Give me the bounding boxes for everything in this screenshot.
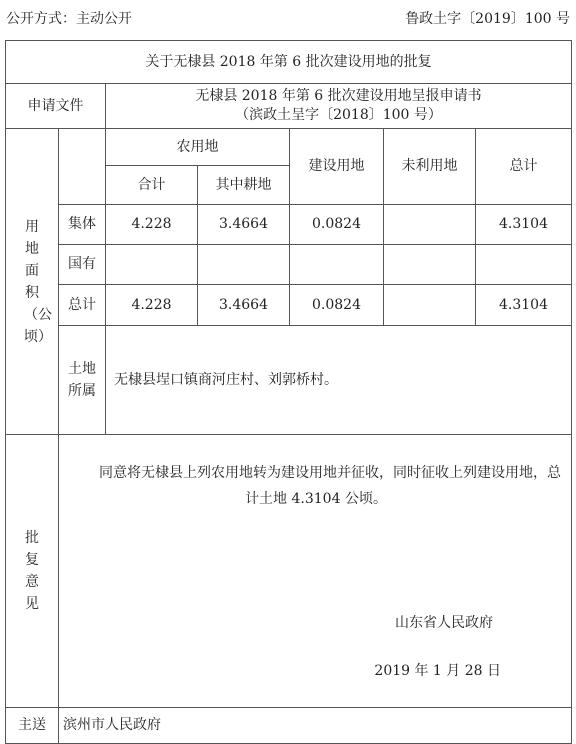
approval-label: 批复意见	[25, 530, 39, 612]
disclosure-method: 公开方式：主动公开	[6, 11, 132, 27]
table-row	[6, 205, 572, 245]
col-farmland: 农用地	[106, 129, 290, 166]
application-document	[106, 84, 572, 129]
cell-construction	[290, 245, 384, 285]
approval-text: 同意将无棣县上列农用地转为建设用地并征收，同时征收上列建设用地，总计土地 4.3104 公顷。	[99, 465, 561, 507]
area-label: 用地面积（公顷）	[24, 218, 52, 345]
application-label: 申请文件	[6, 84, 106, 129]
approval-date: 2019 年 1 月 28 日	[374, 662, 502, 679]
cell-construction: 0.0824	[290, 205, 384, 245]
col-unused: 未利用地	[384, 129, 476, 205]
row-label: 国有	[59, 245, 106, 285]
approval-signer: 山东省人民政府	[395, 614, 494, 631]
cell-unused	[384, 245, 476, 285]
cell-total: 4.3104	[476, 205, 572, 245]
table-row	[6, 285, 572, 326]
application-line-2: （滨政土呈字〔2018〕100 号）	[235, 107, 442, 123]
cell-total: 4.3104	[476, 285, 572, 326]
cell-unused	[384, 285, 476, 326]
cell-arable: 3.4664	[198, 285, 290, 326]
table-row	[6, 245, 572, 285]
blank-cell	[59, 129, 106, 205]
row-label: 总计	[59, 285, 106, 326]
row-label: 集体	[59, 205, 106, 245]
document-number: 鲁政土字〔2019〕100 号	[405, 11, 570, 27]
cc-value: 滨州市人民政府	[59, 708, 572, 744]
cell-unused	[384, 205, 476, 245]
col-construction: 建设用地	[290, 129, 384, 205]
application-line-1: 无棣县 2018 年第 6 批次建设用地呈报申请书	[195, 88, 482, 105]
ownership-label-cell	[59, 326, 106, 435]
ownership-label: 土地所属	[68, 361, 96, 399]
cell-total	[476, 245, 572, 285]
approval-label-cell	[6, 435, 59, 708]
cell-construction: 0.0824	[290, 285, 384, 326]
document-title: 关于无棣县 2018 年第 6 批次建设用地的批复	[6, 41, 572, 84]
cc-label: 主送	[6, 708, 59, 744]
col-arable: 其中耕地	[198, 166, 290, 205]
ownership-value: 无棣县埕口镇商河庄村、刘郭桥村。	[106, 326, 572, 435]
cell-subtotal	[106, 245, 198, 285]
cell-subtotal: 4.228	[106, 285, 198, 326]
col-total: 总计	[476, 129, 572, 205]
approval-opinion	[59, 435, 572, 708]
cell-arable: 3.4664	[198, 205, 290, 245]
approval-form-table	[5, 40, 572, 744]
area-label-cell	[6, 129, 59, 435]
cell-arable	[198, 245, 290, 285]
cell-subtotal: 4.228	[106, 205, 198, 245]
col-subtotal: 合计	[106, 166, 198, 205]
